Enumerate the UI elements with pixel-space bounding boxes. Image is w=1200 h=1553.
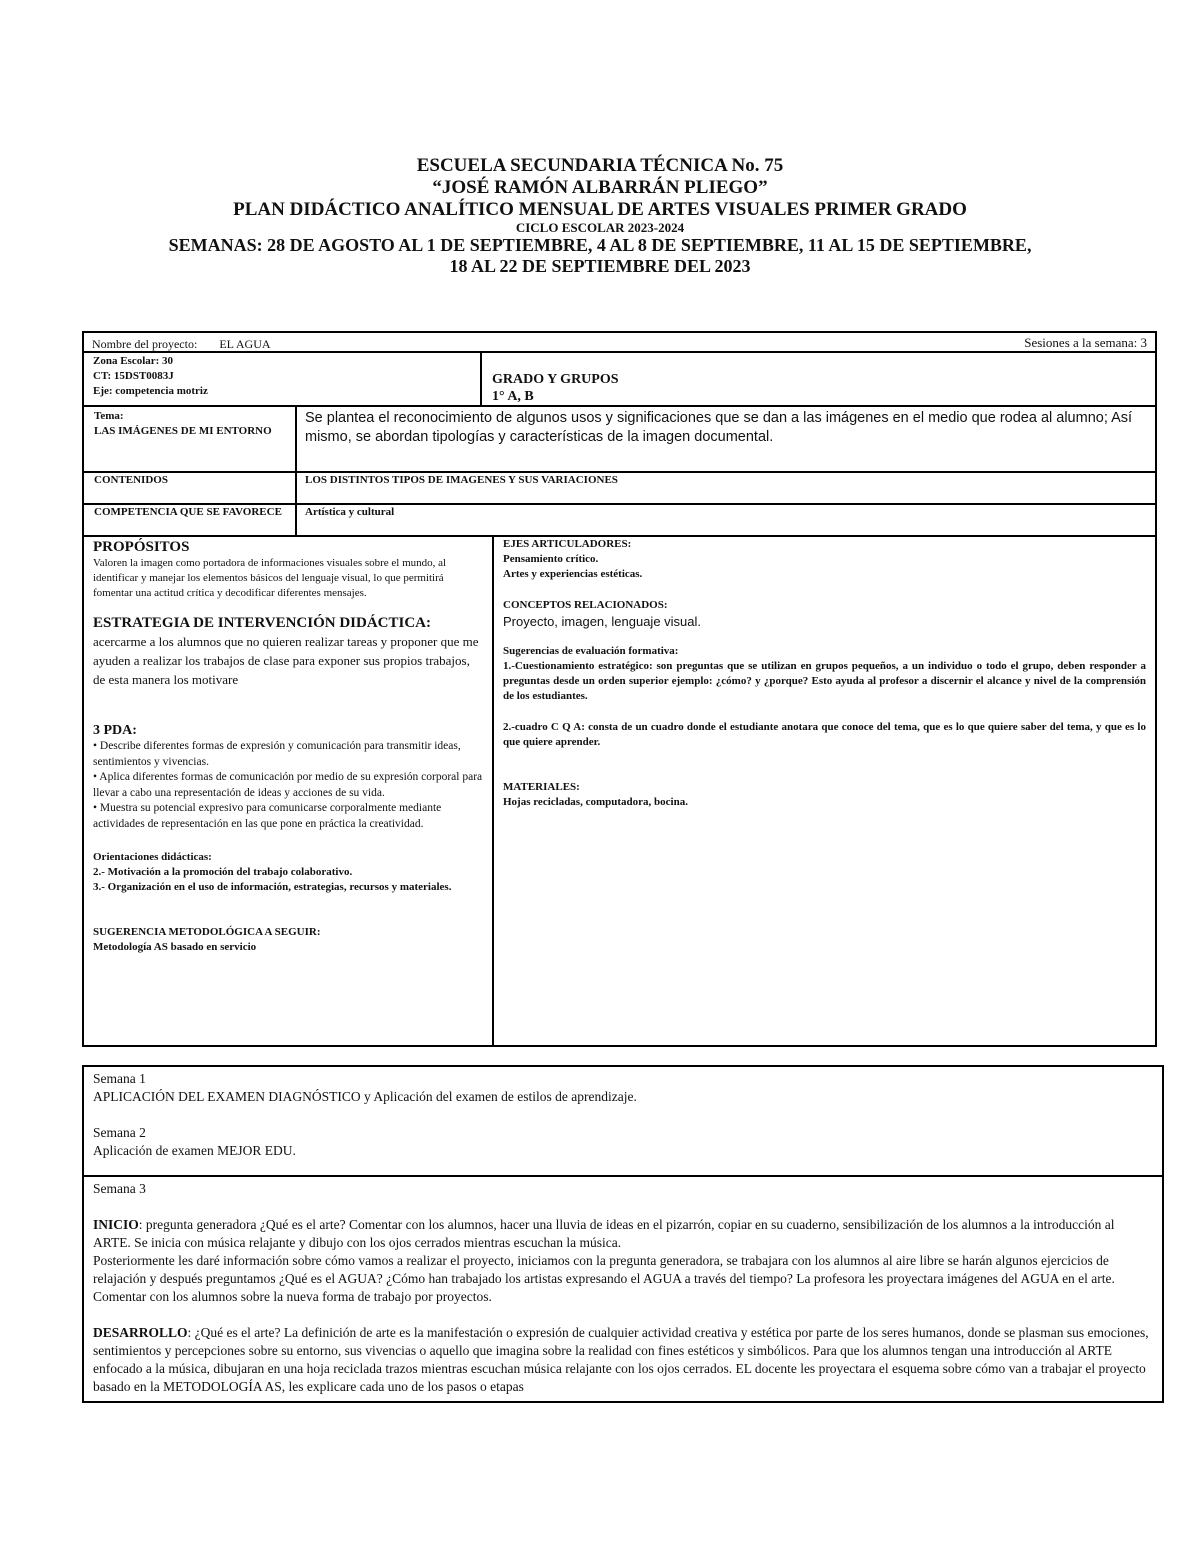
plan-table [82, 331, 1157, 1047]
right-column [494, 537, 1155, 1045]
week-1-text: APLICACIÓN DEL EXAMEN DIAGNÓSTICO y Aplicación del examen de estilos de aprendizaje. [93, 1089, 637, 1104]
evaluation-title: Sugerencias de evaluación formativa: [503, 645, 679, 657]
school-zone: Zona Escolar: 30 [93, 355, 174, 367]
project-row [84, 333, 1155, 353]
contents-value: LOS DISTINTOS TIPOS DE IMAGENES Y SUS VARIACIONES [305, 474, 618, 486]
week-3-label: Semana 3 [93, 1181, 146, 1196]
school-axis: Eje: competencia motriz [93, 385, 208, 397]
materials-title: MATERIALES: [503, 781, 580, 793]
competence-label-cell [84, 505, 297, 537]
orientation-item: 3.- Organización en el uso de información, estrategias, recursos y materiales. [93, 881, 452, 893]
evaluation-item-2: 2.-cuadro C Q A: consta de un cuadro donde el estudiante anotara que conoce del tema, que es lo que quiere saber del tema, y que es lo que quiere aprender. [503, 721, 1146, 748]
concepts-text: Proyecto, imagen, lenguaje visual. [503, 614, 702, 629]
axis-item: Artes y experiencias estéticas. [503, 568, 643, 580]
weeks-1-2-cell [84, 1067, 1162, 1177]
project-label: Nombre del proyecto: [92, 337, 198, 351]
pda-list [93, 739, 483, 832]
pda-item: • Muestra su potencial expresivo para comunicarse corporalmente mediante actividades de representación en las que pone en práctica la creatividad. [93, 802, 442, 830]
grades-groups: 1° A, B [492, 389, 534, 404]
purposes-text: Valoren la imagen como portadora de informaciones visuales sobre el mundo, al identificar y manejar los elementos básicos del lenguaje visual, lo que permitirá fomentar una actitud crítica y decodificar diferentes mensajes. [93, 557, 447, 599]
sessions-per-week: Sesiones a la semana: 3 [1024, 335, 1147, 350]
pda-item: • Describe diferentes formas de expresión y comunicación para transmitir ideas, sentimientos y vivencias. [93, 740, 461, 768]
methodology-value: Metodología AS basado en servicio [93, 941, 257, 953]
desarrollo-paragraph [93, 1324, 1153, 1396]
contents-label: CONTENIDOS [94, 474, 168, 486]
competence-label: COMPETENCIA QUE SE FAVORECE [94, 506, 282, 518]
inicio-text: : pregunta generadora ¿Qué es el arte? Comentar con los alumnos, hacer una lluvia de ideas en el pizarrón, copiar en su cuaderno, sensibilización de los alumnos a la introducción al ARTE. Se inicia con música relajante y dibujo con los ojos cerrados mientras escuchan la música. [93, 1217, 1115, 1250]
desarrollo-text: : ¿Qué es el arte? La definición de arte es la manifestación o expresión de cualquier actividad creativa y estética por parte de los seres humanos, donde se plasman sus emociones, sentimientos y percepciones sobre su entorno, sus vivencias o aquello que imagina sobre la realidad con fines estéticos y simbólicos. Para que los alumnos tengan una introducción al ARTE enfocado a la música, dibujaran en una hoja reciclada trazos mientras escuchan música relajante con los ojos cerrados. EL docente les proyectara el esquema sobre cómo van a trabajar el proyecto basado en la METODOLOGÍA AS, les explicare cada uno de los pasos o etapas [93, 1325, 1149, 1394]
week-3-cell [84, 1177, 1162, 1401]
weeks-table [82, 1065, 1164, 1403]
competence-value: Artística y cultural [305, 506, 395, 518]
strategy-text: acercarme a los alumnos que no quieren realizar tareas y proponer que me ayuden a realizar los trabajos de clase para exponer sus propios trabajos, de esta manera los motivare [93, 634, 479, 687]
purposes-title: PROPÓSITOS [93, 539, 190, 555]
methodology-title: SUGERENCIA METODOLÓGICA A SEGUIR: [93, 926, 321, 938]
project-name: EL AGUA [219, 337, 271, 351]
axes-title: EJES ARTICULADORES: [503, 538, 632, 550]
contents-label-cell [84, 473, 297, 505]
desarrollo-label: DESARROLLO [93, 1325, 188, 1340]
week-2-label: Semana 2 [93, 1125, 146, 1140]
weeks-line-1: SEMANAS: 28 DE AGOSTO AL 1 DE SEPTIEMBRE, 4 AL 8 DE SEPTIEMBRE, 11 AL 15 DE SEPTIEMBRE, [168, 235, 1032, 256]
inicio-paragraph [93, 1216, 1153, 1252]
evaluation-item-1: 1.-Cuestionamiento estratégico: son preguntas que se utilizan en grupos pequeños, a un individuo o todo el grupo, deben responder a preguntas desde un orden superior ejemplo: ¿cómo? y ¿porque? Esto ayuda al profesor a discernir el alcance y nivel de la comprensión de los estudiantes. [503, 660, 1146, 702]
orientations-title: Orientaciones didácticas: [93, 851, 212, 863]
axis-item: Pensamiento crítico. [503, 553, 599, 565]
grades-title: GRADO Y GRUPOS [492, 372, 619, 387]
contents-value-cell [297, 473, 1155, 505]
topic-title: LAS IMÁGENES DE MI ENTORNO [94, 425, 272, 437]
left-column [84, 537, 494, 1045]
materials-text: Hojas recicladas, computadora, bocina. [503, 796, 688, 808]
inicio-text-continued: Posteriormente les daré información sobre cómo vamos a realizar el proyecto, iniciamos con la pregunta generadora, se trabajara con los alumnos al aire libre se harán algunos ejercicios de relajación y después preguntamos ¿Qué es el AGUA? ¿Cómo han trabajado los artistas expresando el AGUA a través del tiempo? La profesora les proyectara imágenes del AGUA en el arte. Comentar con los alumnos sobre la nueva forma de trabajo por proyectos. [93, 1253, 1115, 1304]
topic-description-cell [297, 407, 1155, 473]
pda-title: 3 PDA: [93, 723, 137, 738]
topic-label: Tema: [94, 410, 124, 422]
school-title: ESCUELA SECUNDARIA TÉCNICA No. 75 [416, 155, 784, 176]
school-cycle: CICLO ESCOLAR 2023-2024 [515, 219, 685, 235]
weeks-line-2: 18 AL 22 DE SEPTIEMBRE DEL 2023 [449, 256, 751, 277]
pda-item: • Aplica diferentes formas de comunicación por medio de su expresión corporal para llevar a cabo una representación de ideas y acciones de su vida. [93, 771, 483, 799]
zone-cell [84, 353, 482, 407]
grades-cell [482, 353, 1155, 407]
topic-label-cell [84, 407, 297, 473]
school-name: “JOSÉ RAMÓN ALBARRÁN PLIEGO” [432, 176, 768, 198]
orientation-item: 2.- Motivación a la promoción del trabajo colaborativo. [93, 866, 353, 878]
inicio-label: INICIO [93, 1217, 139, 1232]
competence-value-cell [297, 505, 1155, 537]
week-1-label: Semana 1 [93, 1071, 146, 1086]
plan-title: PLAN DIDÁCTICO ANALÍTICO MENSUAL DE ARTES VISUALES PRIMER GRADO [233, 198, 967, 220]
topic-description: Se plantea el reconocimiento de algunos usos y significaciones que se dan a las imágenes en el medio que rodea al alumno; Así mismo, se abordan tipologías y características de la imagen documental. [305, 410, 1133, 445]
school-ct: CT: 15DST0083J [93, 370, 174, 382]
document-header [0, 155, 1200, 277]
concepts-title: CONCEPTOS RELACIONADOS: [503, 599, 668, 611]
week-2-text: Aplicación de examen MEJOR EDU. [93, 1143, 296, 1158]
strategy-title: ESTRATEGIA DE INTERVENCIÓN DIDÁCTICA: [93, 615, 432, 631]
